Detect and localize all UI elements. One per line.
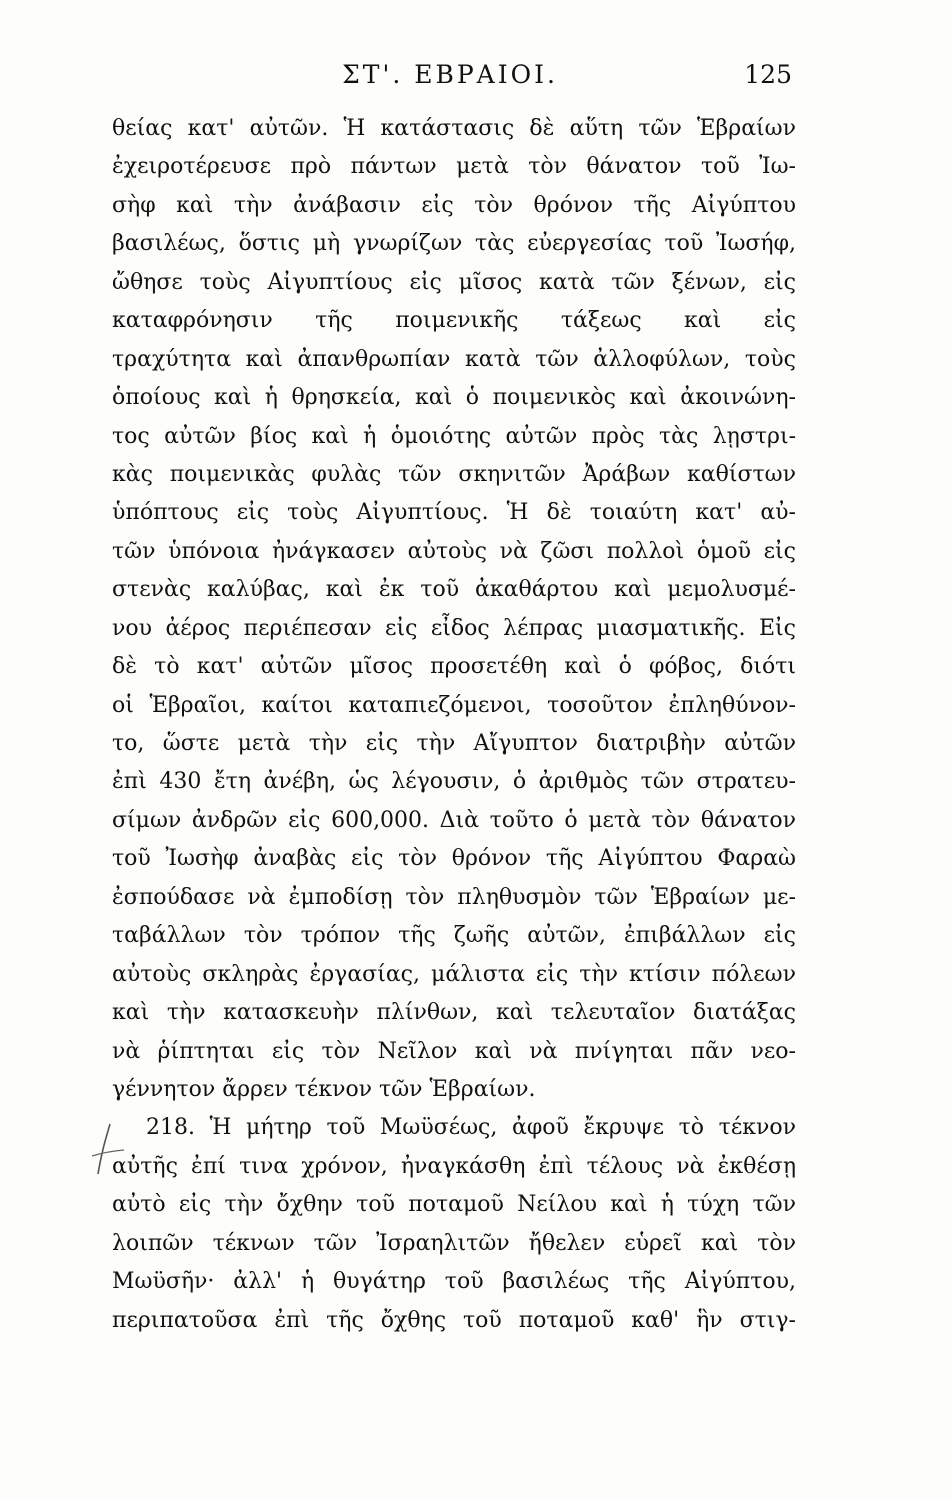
text-line: τραχύτητα καὶ ἀπανθρωπίαν κατὰ τῶν ἀλλοφύλων, τοὺς — [112, 346, 796, 372]
text-line: οἱ Ἑβραῖοι, καίτοι καταπιεζόμενοι, τοσοῦτον ἐπληθύνον- — [112, 692, 796, 718]
section-218-start-line: 218. Ἡ μήτηρ τοῦ Μωϋσέως, ἀφοῦ ἔκρυψε τὸ τέκνον — [146, 1115, 796, 1141]
text-line: νου ἀέρος περιέπεσαν εἰς εἶδος λέπρας μιασματικῆς. Εἰς — [112, 615, 796, 641]
text-line: τῶν ὑπόνοια ἠνάγκασεν αὐτοὺς νὰ ζῶσι πολλοὶ ὁμοῦ εἰς — [112, 538, 796, 564]
text-line: νὰ ῥίπτηται εἰς τὸν Νεῖλον καὶ νὰ πνίγηται πᾶν νεο- — [112, 1038, 796, 1064]
text-line: στενὰς καλύβας, καὶ ἐκ τοῦ ἀκαθάρτου καὶ μεμολυσμέ- — [112, 577, 796, 603]
text-line: καταφρόνησιν τῆς ποιμενικῆς τάξεως καὶ εἰς — [112, 308, 796, 334]
text-line: Μωϋσῆν· ἀλλ' ἡ θυγάτηρ τοῦ βασιλέως τῆς Αἰγύπτου, — [112, 1269, 796, 1295]
text-line: ἐσπούδασε νὰ ἐμποδίσῃ τὸν πληθυσμὸν τῶν Ἑβραίων με- — [112, 884, 796, 910]
page-number: 125 — [744, 60, 792, 89]
text-line: σὴφ καὶ τὴν ἀνάβασιν εἰς τὸν θρόνον τῆς Αἰγύπτου — [112, 192, 796, 218]
text-line: καὶ τὴν κατασκευὴν πλίνθων, καὶ τελευταῖον διατάξας — [112, 1000, 796, 1026]
text-line: αὐτοὺς σκληρὰς ἐργασίας, μάλιστα εἰς τὴν κτίσιν πόλεων — [112, 961, 796, 987]
paragraph-end-line: γέννητον ἄρρεν τέκνον τῶν Ἑβραίων. — [112, 1076, 536, 1102]
text-line: το, ὥστε μετὰ τὴν εἰς τὴν Αἴγυπτον διατριβὴν αὐτῶν — [112, 731, 796, 756]
text-line: ἐχειροτέρευσε πρὸ πάντων μετὰ τὸν θάνατον τοῦ Ἰω- — [112, 154, 796, 180]
body-text — [112, 110, 796, 1340]
running-header — [108, 52, 792, 102]
text-line: ὑπόπτους εἰς τοὺς Αἰγυπτίους. Ἡ δὲ τοιαύτη κατ' αὐ- — [112, 500, 796, 526]
text-line: αὐτὸ εἰς τὴν ὄχθην τοῦ ποταμοῦ Νείλου καὶ ἡ τύχη τῶν — [112, 1192, 796, 1218]
text-line: θείας κατ' αὐτῶν. Ἡ κατάστασις δὲ αὕτη τῶν Ἑβραίων — [112, 116, 796, 141]
text-line: ταβάλλων τὸν τρόπον τῆς ζωῆς αὐτῶν, ἐπιβάλλων εἰς — [112, 923, 796, 949]
text-line: τος αὐτῶν βίος καὶ ἡ ὁμοιότης αὐτῶν πρὸς τὰς λῃστρι- — [112, 423, 796, 449]
text-line: βασιλέως, ὅστις μὴ γνωρίζων τὰς εὐεργεσίας τοῦ Ἰωσήφ, — [112, 231, 796, 257]
text-line: αὐτῆς ἐπί τινα χρόνον, ἠναγκάσθη ἐπὶ τέλους νὰ ἐκθέσῃ — [112, 1153, 796, 1179]
text-line: τοῦ Ἰωσὴφ ἀναβὰς εἰς τὸν θρόνον τῆς Αἰγύπτου Φαραὼ — [112, 846, 796, 872]
text-line: κὰς ποιμενικὰς φυλὰς τῶν σκηνιτῶν Ἀράβων καθίστων — [112, 461, 796, 487]
text-line: ὁποίους καὶ ἡ θρησκεία, καὶ ὁ ποιμενικὸς καὶ ἀκοινώνη- — [112, 385, 796, 411]
text-line: ὤθησε τοὺς Αἰγυπτίους εἰς μῖσος κατὰ τῶν ξένων, εἰς — [112, 269, 796, 295]
text-line: περιπατοῦσα ἐπὶ τῆς ὄχθης τοῦ ποταμοῦ καθ' ἣν στιγ- — [112, 1307, 796, 1333]
text-line: σίμων ἀνδρῶν εἰς 600,000. Διὰ τοῦτο ὁ μετὰ τὸν θάνατον — [112, 807, 796, 833]
text-line: ἐπὶ 430 ἔτη ἀνέβη, ὡς λέγουσιν, ὁ ἀριθμὸς τῶν στρατευ- — [112, 769, 796, 795]
text-line: λοιπῶν τέκνων τῶν Ἰσραηλιτῶν ἤθελεν εὑρεῖ καὶ τὸν — [112, 1230, 796, 1256]
text-line: δὲ τὸ κατ' αὐτῶν μῖσος προσετέθη καὶ ὁ φόβος, διότι — [112, 654, 796, 680]
running-title: ΣΤ'. ΕΒΡΑΙΟΙ. — [342, 60, 558, 89]
